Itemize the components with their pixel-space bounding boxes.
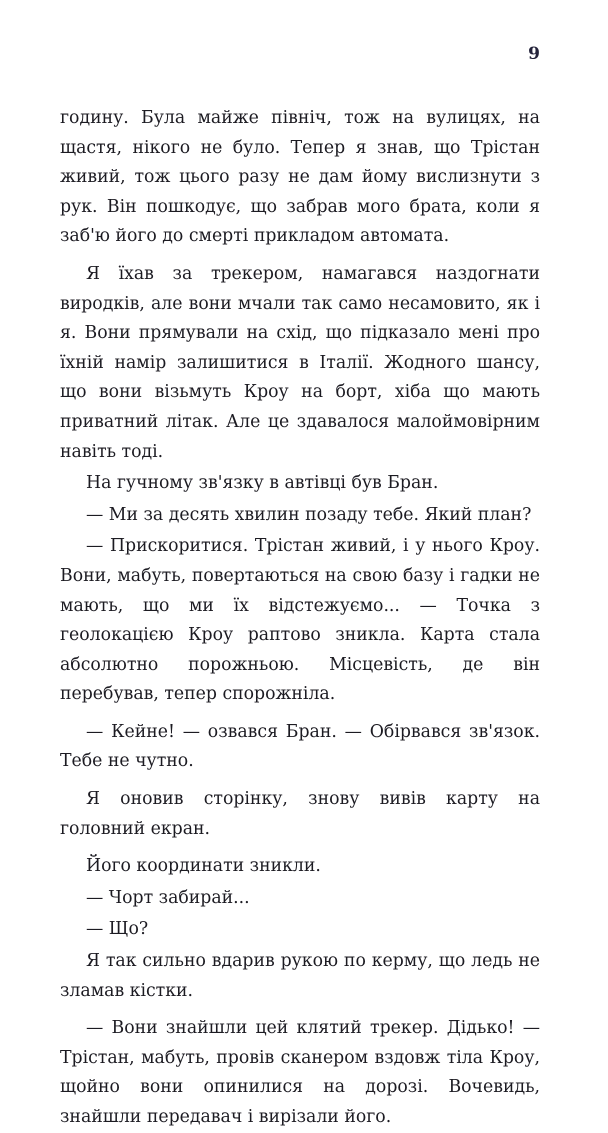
paragraph-9: — Чорт забирай... [86, 887, 250, 908]
paragraph-3: На гучному зв'язку в автівці був Бран. [86, 473, 439, 494]
paragraph-10: — Що? [86, 919, 149, 940]
paragraph-8: Його координати зникли. [86, 856, 321, 877]
paragraph-5: — Прискоритися. Трістан живий, і у нього Кроу. Вони, мабуть, повертаються на свою базу і гадки не мають, що ми їх відстежуємо... — Точка з геолокацією Кроу раптово зникла. Карта стала абсолютно порожньою. Місцевість, де він перебував, тепер спорожніла. [60, 536, 540, 705]
paragraph-2: Я їхав за трекером, намагався наздогнати виродків, але вони мчали так само несамовито, як і я. Вони прямували на схід, що підказало мені про їхній намір залишитися в Італії. Жодного шансу, що вони візьмуть Кроу на борт, хіба що мають приватний літак. Але це здавалося малоймовірним навіть тоді. [60, 263, 540, 462]
body-text [60, 104, 540, 1133]
paragraph-7: Я оновив сторінку, знову вивів карту на головний екран. [60, 789, 540, 839]
paragraph-12: — Вони знайшли цей клятий трекер. Дідько! — Трістан, мабуть, провів сканером вздовж тіла Кроу, щойно вони опинилися на дорозі. Вочевидь, знайшли передавач і вирізали його. [60, 1018, 540, 1127]
paragraph-1: годину. Була майже північ, тож на вулицях, на щастя, нікого не було. Тепер я знав, що Трістан живий, тож цього разу не дам йому вислизнути з рук. Він пошкодує, що забрав мого брата, коли я заб'ю його до смерті прикладом автомата. [60, 108, 540, 247]
page-number: 9 [528, 44, 540, 64]
paragraph-6: — Кейне! — озвався Бран. — Обірвався зв'язок. Тебе не чутно. [60, 721, 540, 772]
paragraph-4: — Ми за десять хвилин позаду тебе. Який план? [86, 504, 532, 525]
paragraph-11: Я так сильно вдарив рукою по керму, що ледь не зламав кістки. [60, 951, 540, 1001]
